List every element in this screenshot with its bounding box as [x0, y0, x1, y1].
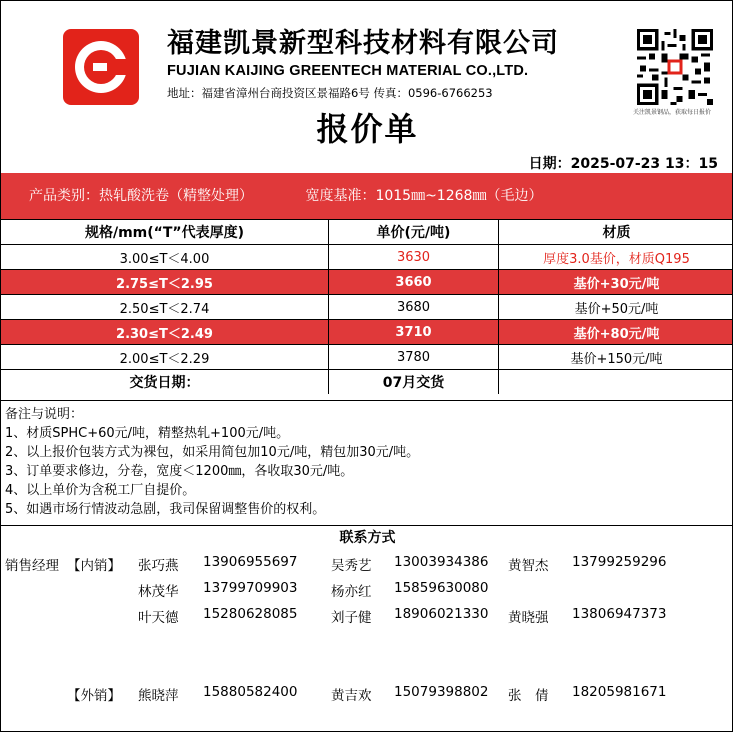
qr-caption: 关注凯景钢品，获取每日报价 — [633, 109, 712, 116]
price-cell: 3710 — [329, 320, 499, 344]
sales-manager-label: 销售经理 — [5, 558, 59, 574]
company-name-cn: 福建凯景新型科技材料有限公司 — [167, 28, 559, 59]
spec-cell: 3.00≤T＜4.00 — [1, 245, 329, 269]
letterhead — [1, 1, 733, 116]
note-item: 4、以上单价为含税工厂自提价。 — [5, 483, 196, 498]
contact-phone: 15859630080 — [394, 580, 489, 596]
export-label: 【外销】 — [67, 688, 121, 704]
contact-phone: 13906955697 — [203, 554, 298, 570]
contact-name: 张 倩 — [508, 688, 549, 704]
spec-cell: 2.30≤T＜2.49 — [1, 320, 329, 344]
material-cell: 基价+30元/吨 — [573, 276, 660, 292]
company-name-en: FUJIAN KAIJING GREENTECH MATERIAL CO.,LTD. — [167, 63, 529, 79]
contact-phone: 13799259296 — [572, 554, 667, 570]
contact-phone: 18205981671 — [572, 684, 667, 700]
contact-name: 吴秀艺 — [331, 558, 372, 574]
contact-phone: 15280628085 — [203, 606, 298, 622]
price-cell: 3660 — [329, 270, 499, 294]
table-row — [1, 294, 733, 319]
contact-name: 刘子健 — [331, 610, 372, 626]
contact-phone: 15079398802 — [394, 684, 489, 700]
contact-name: 熊晓萍 — [138, 688, 179, 704]
table-row — [1, 319, 733, 344]
company-address: 地址：福建省漳州台商投资区景福路6号 传真：0596-6766253 — [167, 86, 493, 100]
delivery-value: 07月交货 — [329, 370, 499, 394]
contact-name: 黄晓强 — [508, 610, 549, 626]
material-cell: 基价+80元/吨 — [573, 326, 660, 342]
product-category-banner — [1, 173, 733, 219]
spec-cell: 2.50≤T＜2.74 — [1, 295, 329, 319]
column-header-spec: 规格/mm(“T”代表厚度) — [1, 220, 329, 244]
contact-name: 黄智杰 — [508, 558, 549, 574]
quote-date: 日期：2025-07-23 13：15 — [528, 156, 718, 172]
contact-phone: 13003934386 — [394, 554, 489, 570]
delivery-empty-cell — [499, 370, 733, 394]
price-cell: 3680 — [329, 295, 499, 319]
delivery-label: 交货日期： — [1, 370, 329, 394]
material-cell: 基价+150元/吨 — [570, 351, 663, 367]
width-baseline: 宽度基准：1015㎜~1268㎜（毛边） — [305, 188, 543, 204]
company-logo-icon — [63, 29, 139, 105]
contact-phone: 13799709903 — [203, 580, 298, 596]
contact-name: 黄吉欢 — [331, 688, 372, 704]
table-row — [1, 269, 733, 294]
column-header-material: 材质 — [602, 225, 631, 241]
price-cell: 3780 — [329, 345, 499, 369]
notes-heading: 备注与说明： — [5, 407, 84, 422]
note-item: 5、如遇市场行情波动急剧，我司保留调整售价的权利。 — [5, 502, 326, 517]
price-table — [1, 219, 733, 394]
table-row — [1, 344, 733, 369]
product-category: 产品类别：热轧酸洗卷（精整处理） — [29, 188, 253, 204]
price-cell: 3630 — [329, 245, 499, 269]
note-item: 2、以上报价包装方式为裸包，如采用简包加10元/吨，精包加30元/吨。 — [5, 445, 420, 460]
contact-name: 林茂华 — [138, 584, 179, 600]
spec-cell: 2.75≤T＜2.95 — [1, 270, 329, 294]
spec-cell: 2.00≤T＜2.29 — [1, 345, 329, 369]
contact-phone: 18906021330 — [394, 606, 489, 622]
notes-section — [1, 400, 733, 519]
note-item: 3、订单要求修边，分卷，宽度＜1200㎜，各收取30元/吨。 — [5, 464, 354, 479]
material-cell: 厚度3.0基价，材质Q195 — [543, 251, 690, 267]
contact-phone: 13806947373 — [572, 606, 667, 622]
column-header-price: 单价(元/吨) — [329, 220, 499, 244]
contact-heading: 联系方式 — [1, 525, 733, 550]
page-title: 报价单 — [316, 110, 419, 148]
contact-phone: 15880582400 — [203, 684, 298, 700]
domestic-label: 【内销】 — [67, 558, 121, 574]
contact-name: 叶天德 — [138, 610, 179, 626]
qr-code-icon — [637, 29, 713, 105]
contact-name: 张巧燕 — [138, 558, 179, 574]
note-item: 1、材质SPHC+60元/吨，精整热轧+100元/吨。 — [5, 426, 290, 441]
material-cell: 基价+50元/吨 — [574, 301, 659, 317]
contact-name: 杨亦红 — [331, 584, 372, 600]
table-header-row — [1, 219, 733, 244]
delivery-row — [1, 369, 733, 394]
table-row — [1, 244, 733, 269]
